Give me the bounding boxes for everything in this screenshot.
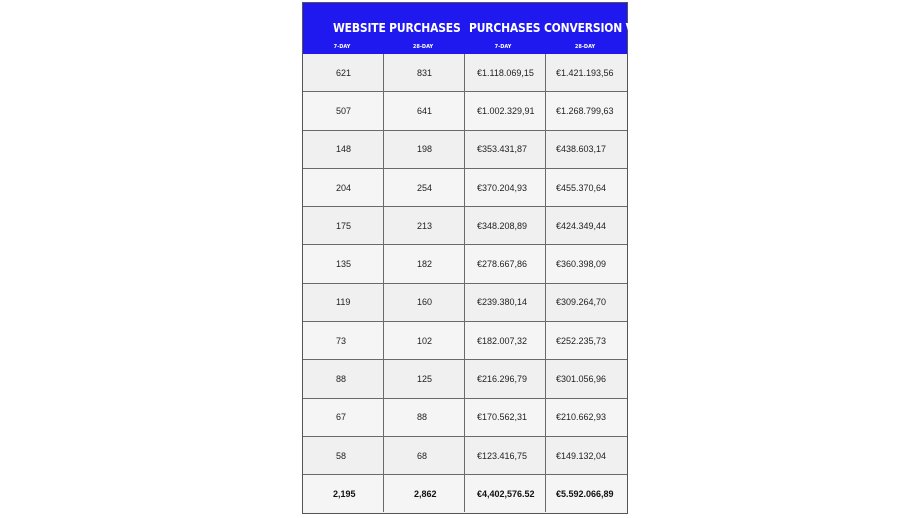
table-header: [303, 3, 664, 54]
value-7day-cell: €1.002.329,91: [465, 92, 546, 129]
purchases-7day-cell: 67: [303, 399, 384, 436]
table-row: [303, 131, 627, 169]
value-7day-cell: €348.208,89: [465, 207, 546, 244]
total-value-7day-cell: €4,402,576.52: [465, 475, 546, 512]
purchases-7day-cell: 73: [303, 322, 384, 359]
subheader-28day-purchases: 28-DAY: [412, 44, 434, 50]
total-value-28day-cell: €5.592.066,89: [556, 488, 614, 499]
purchases-7day-cell: 621: [303, 54, 384, 91]
purchases-28day-cell: 254: [384, 169, 465, 206]
value-28day-cell: €301.056,96: [556, 374, 607, 385]
table-row: [303, 54, 627, 92]
value-7day-cell: €182.007,32: [465, 322, 546, 359]
value-7day-cell: €353.431,87: [465, 131, 546, 168]
table-row: [303, 207, 627, 245]
value-7day-cell: €123.416,75: [465, 437, 546, 474]
purchases-7day-cell: 507: [303, 92, 384, 129]
purchases-table: [302, 2, 664, 514]
value-28day-cell: €210.662,93: [556, 412, 607, 423]
purchases-7day-cell: 88: [303, 360, 384, 397]
value-28day-cell: €455.370,64: [556, 182, 607, 193]
table-body: [303, 54, 627, 512]
value-7day-cell: €278.667,86: [465, 245, 546, 282]
purchases-7day-cell: 204: [303, 169, 384, 206]
subheader-7day-value: 7-DAY: [494, 44, 512, 50]
table-row: [303, 360, 627, 398]
group-title-purchases-conversion-value: PURCHASES CONVERSION VALUE: [469, 20, 664, 35]
table-row: [303, 399, 627, 437]
group-title-website-purchases: WEBSITE PURCHASES: [333, 20, 461, 35]
purchases-7day-cell: 58: [303, 437, 384, 474]
purchases-28day-cell: 160: [384, 284, 465, 321]
value-28day-cell: €1.268.799,63: [556, 105, 614, 116]
purchases-7day-cell: 119: [303, 284, 384, 321]
value-28day-cell: €438.603,17: [556, 144, 607, 155]
purchases-28day-cell: 641: [384, 92, 465, 129]
purchases-28day-cell: 125: [384, 360, 465, 397]
value-7day-cell: €170.562,31: [465, 399, 546, 436]
value-28day-cell: €252.235,73: [556, 335, 607, 346]
total-purchases-28day-cell: 2,862: [384, 475, 465, 512]
value-7day-cell: €216.296,79: [465, 360, 546, 397]
purchases-7day-cell: 148: [303, 131, 384, 168]
purchases-28day-cell: 182: [384, 245, 465, 282]
totals-row: [303, 475, 627, 512]
table-row: [303, 92, 627, 130]
purchases-7day-cell: 135: [303, 245, 384, 282]
subheader-7day-purchases: 7-DAY: [333, 44, 351, 50]
value-28day-cell: €149.132,04: [556, 450, 607, 461]
value-28day-cell: €1.421.193,56: [556, 67, 614, 78]
subheader-28day-value: 28-DAY: [574, 44, 596, 50]
value-28day-cell: €309.264,70: [556, 297, 607, 308]
table-row: [303, 322, 627, 360]
purchases-28day-cell: 198: [384, 131, 465, 168]
purchases-28day-cell: 88: [384, 399, 465, 436]
value-28day-cell: €424.349,44: [556, 220, 607, 231]
table-row: [303, 284, 627, 322]
value-7day-cell: €1.118.069,15: [465, 54, 546, 91]
value-7day-cell: €239.380,14: [465, 284, 546, 321]
purchases-28day-cell: 831: [384, 54, 465, 91]
purchases-28day-cell: 68: [384, 437, 465, 474]
purchases-7day-cell: 175: [303, 207, 384, 244]
purchases-28day-cell: 213: [384, 207, 465, 244]
table-row: [303, 169, 627, 207]
value-7day-cell: €370.204,93: [465, 169, 546, 206]
value-28day-cell: €360.398,09: [556, 259, 607, 270]
table-row: [303, 245, 627, 283]
purchases-28day-cell: 102: [384, 322, 465, 359]
total-purchases-7day-cell: 2,195: [303, 475, 384, 512]
table-row: [303, 437, 627, 475]
